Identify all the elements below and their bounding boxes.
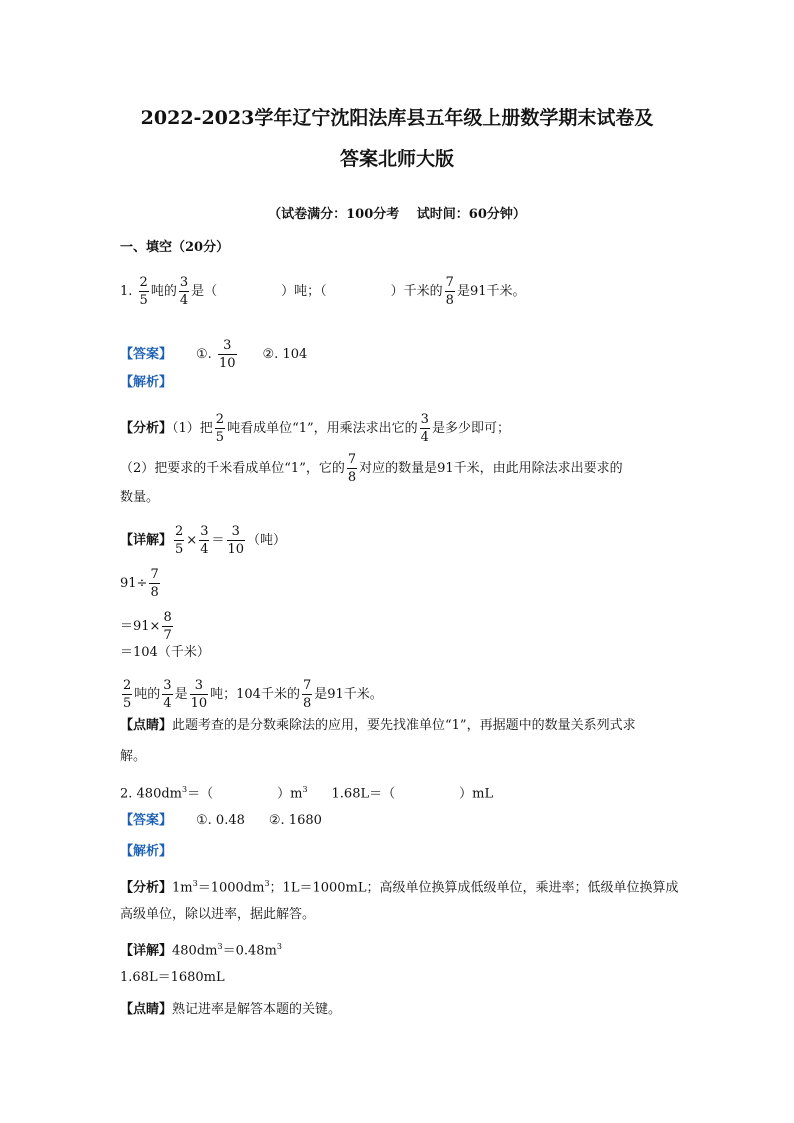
answer-value: ①. 0.48 xyxy=(196,813,245,828)
answer-label: ②. xyxy=(262,347,279,362)
comment-tag: 【点睛】 xyxy=(120,1002,173,1017)
analysis-text: （2）把要求的千米看成单位“1”，它的 xyxy=(120,461,345,476)
question-text: ＝（ xyxy=(187,786,214,802)
analysis-text: （1）把 xyxy=(172,421,213,436)
comment-line-2: 解。 xyxy=(120,749,147,764)
superscript: 3 xyxy=(217,942,223,951)
detail-line-5 xyxy=(120,677,383,712)
analysis-line-1 xyxy=(120,411,510,446)
exam-info: （试卷满分：100分考 试时间：60分钟） xyxy=(268,207,526,222)
answer-tag: 【答案】 xyxy=(120,813,173,828)
comment-tag: 【点睛】 xyxy=(120,718,173,733)
fraction: $\frac{3}{4}$ xyxy=(420,412,429,445)
question-2 xyxy=(120,780,493,804)
detail-line-1 xyxy=(120,523,286,558)
answer-value: 104 xyxy=(282,347,308,362)
question-text: 是91千米。 xyxy=(456,284,526,299)
fraction: $\frac{8}{7}$ xyxy=(163,610,172,643)
comment-text: 此题考查的是分数乘除法的应用，要先找准单位“1”，再据题中的数量关系列式求 xyxy=(172,718,636,733)
analysis-text: ＝1000dm xyxy=(197,880,265,896)
operator: ＝ xyxy=(211,533,225,548)
superscript: 3 xyxy=(276,942,282,951)
superscript: 3 xyxy=(302,785,308,794)
fraction: $\frac{2}{5}$ xyxy=(215,412,225,445)
analysis-text: 吨看成单位“1”，用乘法求出它的 xyxy=(227,421,418,436)
analysis-tag xyxy=(120,842,172,862)
analysis-text: 是多少即可； xyxy=(431,421,510,436)
fraction: $\frac{7}{8}$ xyxy=(302,678,312,711)
unit-text: （吨） xyxy=(247,533,287,548)
question-text: ）mL xyxy=(459,786,494,802)
detail-tag: 【详解】 xyxy=(120,533,173,548)
detail-text: 91÷ xyxy=(120,576,148,591)
detail-line-3 xyxy=(120,609,175,644)
detail-text: 吨；104千米的 xyxy=(210,687,300,702)
detail-tag: 【详解】 xyxy=(120,943,173,959)
analysis-label: 【解析】 xyxy=(120,375,173,390)
analysis-label: 【解析】 xyxy=(120,844,173,859)
analysis-text: 对应的数量是91千米，由此用除法求出要求的 xyxy=(359,461,623,476)
fraction-three-quarters: $\frac{3}{4}$ xyxy=(179,275,189,308)
detail-text: 是91千米。 xyxy=(314,687,383,702)
detail-line-4: ＝104（千米） xyxy=(120,645,210,660)
answer-tag: 【答案】 xyxy=(120,347,173,362)
document-title-line1: 2022-2023学年辽宁沈阳法库县五年级上册数学期末试卷及 xyxy=(140,107,654,129)
fraction-seven-eighths: $\frac{7}{8}$ xyxy=(445,275,454,308)
question-text: ）m xyxy=(277,786,303,802)
fraction: $\frac{2}{5}$ xyxy=(123,678,132,711)
superscript: 3 xyxy=(182,785,188,794)
operator: × xyxy=(186,533,198,548)
comment-line xyxy=(120,1000,341,1020)
analysis-text: 1m xyxy=(172,880,193,896)
fraction-two-fifths: $\frac{2}{5}$ xyxy=(139,275,148,308)
answer-row xyxy=(120,811,322,831)
answer-fraction: $\frac{3}{10}$ xyxy=(218,338,236,371)
answer-label: ①. xyxy=(196,347,212,362)
question-text: 吨的 xyxy=(150,284,177,299)
detail-text: 是 xyxy=(174,687,188,702)
analysis-line-3: 数量。 xyxy=(120,490,160,505)
detail-text: ＝0.48m xyxy=(222,943,277,959)
detail-text: 480dm xyxy=(172,943,218,959)
section-heading: 一、填空（20分） xyxy=(120,240,230,255)
fraction: $\frac{3}{4}$ xyxy=(163,678,172,711)
analysis-tag xyxy=(120,373,172,393)
comment-text: 熟记进率是解答本题的关键。 xyxy=(172,1002,342,1017)
analysis-text: ；1L＝1000mL；高级单位换算成低级单位，乘进率；低级单位换算成 xyxy=(269,880,679,896)
answer-value: ②. 1680 xyxy=(268,813,322,828)
fraction: $\frac{3}{10}$ xyxy=(227,524,245,557)
document-title-line2: 答案北师大版 xyxy=(339,148,454,170)
question-1 xyxy=(120,274,526,309)
question-text: 是（ xyxy=(191,284,218,299)
question-number: 1. xyxy=(120,284,133,299)
analysis-line-2: 高级单位，除以进率，据此解答。 xyxy=(120,907,316,922)
detail-text: 吨的 xyxy=(134,687,161,702)
question-text: 1.68L＝（ xyxy=(331,786,396,802)
fraction: $\frac{2}{5}$ xyxy=(175,524,184,557)
detail-line-2 xyxy=(120,566,162,601)
fraction: $\frac{7}{8}$ xyxy=(150,567,159,600)
analysis-line-1 xyxy=(120,874,679,898)
answer-row xyxy=(120,337,307,372)
superscript: 3 xyxy=(192,879,198,888)
analysis-sub-tag: 【分析】 xyxy=(120,880,173,896)
question-text: 2. 480dm xyxy=(120,786,182,802)
comment-line-1 xyxy=(120,716,636,736)
fraction: $\frac{7}{8}$ xyxy=(347,452,357,485)
fraction: $\frac{3}{4}$ xyxy=(200,524,209,557)
analysis-line-2 xyxy=(120,451,623,486)
detail-text: ＝91× xyxy=(120,619,161,634)
fraction: $\frac{3}{10}$ xyxy=(190,678,208,711)
detail-line-1 xyxy=(120,937,282,961)
superscript: 3 xyxy=(264,879,270,888)
analysis-sub-tag: 【分析】 xyxy=(120,421,173,436)
detail-line-2: 1.68L＝1680mL xyxy=(120,970,225,985)
question-text: ）吨；（ xyxy=(281,284,327,299)
question-text: ）千米的 xyxy=(390,284,443,299)
